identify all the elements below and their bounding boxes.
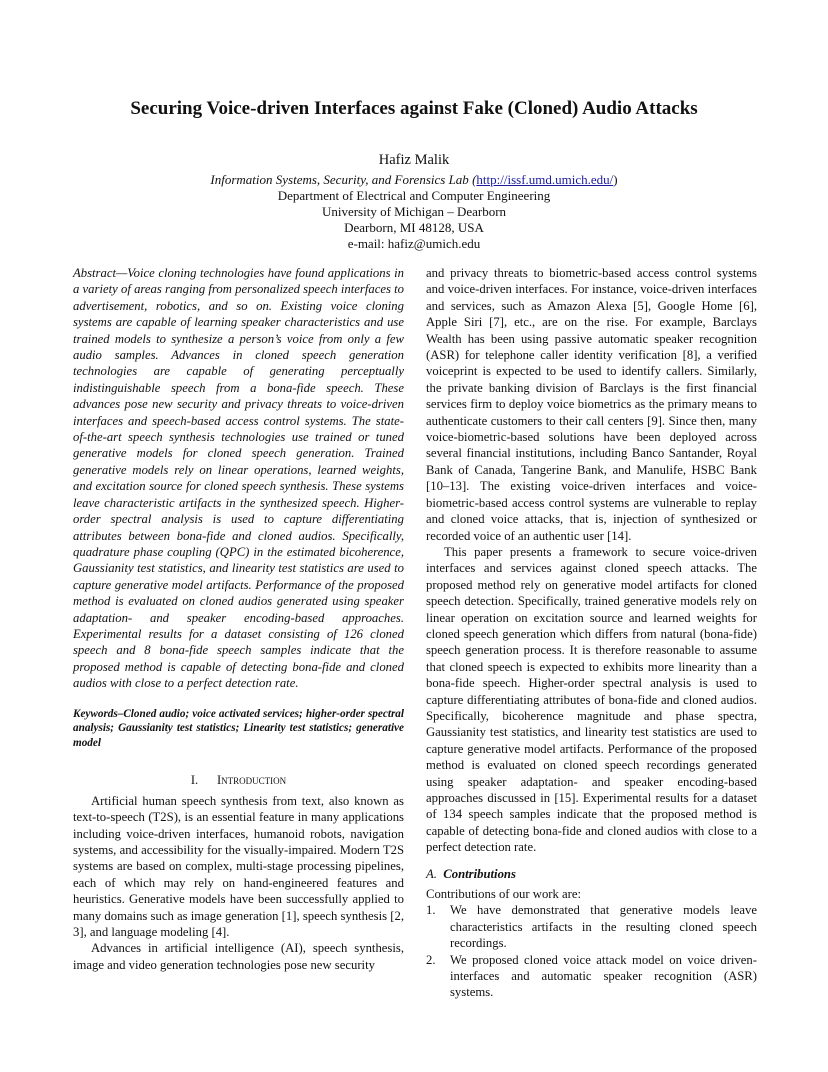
list-item-number: 2. bbox=[426, 952, 436, 967]
section-title: Introduction bbox=[216, 773, 287, 788]
author-name: Hafiz Malik bbox=[378, 152, 450, 168]
abstract: Abstract—Voice cloning technologies have found applications in a variety of areas ranging from personalized speech interfaces to advertisement, robotics, and so on. Existing voice cloning systems are capable of learning speaker characteristics and use trained models to synthesize a person’s voice from only a few audio samples. Advances in cloned speech generation technologies are capable of generating perceptually indistinguishable speech from a bona-fide speech. These advances pose new security and privacy threats to voice-driven interfaces and speech-based access control systems. The state-of-the-art speech synthesis technologies use trained or tuned generative models for cloned speech generation. Trained generative models rely on linear operations, learned weights, and excitation source for cloned speech synthesis. These systems leave characteristic artifacts in the synthesized speech. Higher-order spectral analysis is used to capture differentiating attributes between bona-fide and cloned audios. Specifically, quadrature phase coupling (QPC) in the estimated bicoherence, Gaussianity test statistics, and linearity test statistics are used to capture generative model artifacts. Performance of the proposed method is evaluated on cloned audios generated using speaker adaptation- and speaker encoding-based approaches. Experimental results for a dataset consisting of 126 cloned speech and 8 bona-fide speech samples indicate that the proposed method is capable of detecting bona-fide and cloned audios with close to a perfect detection rate. bbox=[73, 266, 404, 691]
list-item-number: 1. bbox=[426, 903, 436, 918]
intro-paragraph-2-continued: and privacy threats to biometric-based access control systems and voice-driven interfaces. For instance, voice-driven interfaces and services, such as Amazon Alexa [5], Google Home [6], Apple Siri [7], etc., are on the rise. For example, Barclays Wealth has been using passive automatic speaker recognition (ASR) for telephone caller identity verification [8], a verified voiceprint is expected to be used to identify callers. Similarly, the private banking division of Barclays is the first financial services firm to deploy voice biometrics as the primary means to authenticate customers to their call centers [9]. Since then, many voice-biometric-based solutions have been deployed across several financial institutions, including Banco Santander, Royal Bank of Canada, Tangerine Bank, and Manulife, HSBC Bank [10–13]. The existing voice-driven interfaces and voice-biometric-based access control systems are vulnerable to replay and cloned voice attacks, that is, injection of synthesized or recorded voice of an authentic user [14]. bbox=[426, 266, 757, 543]
address: Dearborn, MI 48128, USA bbox=[344, 220, 484, 235]
contributions-list bbox=[426, 902, 757, 1000]
author-block bbox=[0, 151, 828, 252]
list-item-text: We have demonstrated that generative models leave characteristics artifacts in the resulting cloned speech recordings. bbox=[450, 903, 757, 951]
subsection-label: A. bbox=[426, 866, 437, 881]
left-column bbox=[73, 265, 404, 973]
subsection-heading-contributions bbox=[426, 866, 757, 882]
lab-url-link[interactable]: http://issf.umd.umich.edu/ bbox=[476, 172, 614, 187]
intro-paragraph-3: This paper presents a framework to secure voice-driven interfaces and services against cloned speech attacks. The proposed method rely on generative model artifacts for cloned speech detection. Specifically, trained generative models rely on linear operation on excitation source and learned weights for cloned speech generation which differs from natural (bona-fide) speech generation process. It is therefore reasonable to assume that cloned speech is expected to exhibits more linearity than a bona-fide speech. Higher-order spectral analysis is used to capture differentiating attributes of bona-fide and cloned audios. Specifically, bicoherence magnitude and phase spectra, Gaussianity test statistics, and linearity test statistics are used to capture generative model artifacts. Performance of the proposed method is evaluated on cloned speech recordings generated using speaker adaptation- and speaker encoding-based approaches discussed in [15]. Experimental results for a dataset of 134 speech samples indicate that the proposed method is capable of detecting bona-fide and cloned audios with close to a perfect detection rate. bbox=[426, 544, 757, 855]
section-heading-introduction bbox=[73, 772, 404, 788]
contributions-intro: Contributions of our work are: bbox=[426, 887, 582, 902]
lab-name: Information Systems, Security, and Forensics Lab bbox=[210, 172, 469, 187]
intro-paragraph-2: Advances in artificial intelligence (AI), speech synthesis, image and video generation technologies pose new security bbox=[73, 941, 404, 972]
email: e-mail: hafiz@umich.edu bbox=[347, 236, 481, 251]
subsection-title: Contributions bbox=[443, 866, 516, 881]
university: University of Michigan – Dearborn bbox=[321, 204, 507, 219]
lab-paren-open: ( bbox=[472, 172, 477, 187]
section-number: I. bbox=[190, 773, 199, 788]
list-item bbox=[426, 902, 757, 951]
department: Department of Electrical and Computer Engineering bbox=[277, 188, 551, 203]
affiliation-lab-line bbox=[0, 172, 828, 188]
right-column bbox=[426, 265, 757, 1001]
paper-title: Securing Voice-driven Interfaces against Fake (Cloned) Audio Attacks bbox=[130, 98, 698, 119]
lab-paren-close: ) bbox=[613, 172, 618, 187]
list-item-text: We proposed cloned voice attack model on voice driven-interfaces and automatic speaker recognition (ASR) systems. bbox=[450, 952, 757, 1000]
list-item bbox=[426, 952, 757, 1001]
intro-paragraph-1: Artificial human speech synthesis from text, also known as text-to-speech (T2S), is an essential feature in many applications including voice-driven interfaces, humanoid robots, navigation systems, and accessibility for the visually-impaired. Modern T2S systems are based on complex, multi-stage processing pipelines, each of which may rely on hand-engineered features and heuristics. Generative models have been successfully applied to many domains such as image generation [1], speech synthesis [2, 3], and language modeling [4]. bbox=[73, 793, 404, 939]
keywords: Keywords–Cloned audio; voice activated services; higher-order spectral analysis; Gaussianity test statistics; Linearity test statistics; generative model bbox=[73, 707, 404, 749]
